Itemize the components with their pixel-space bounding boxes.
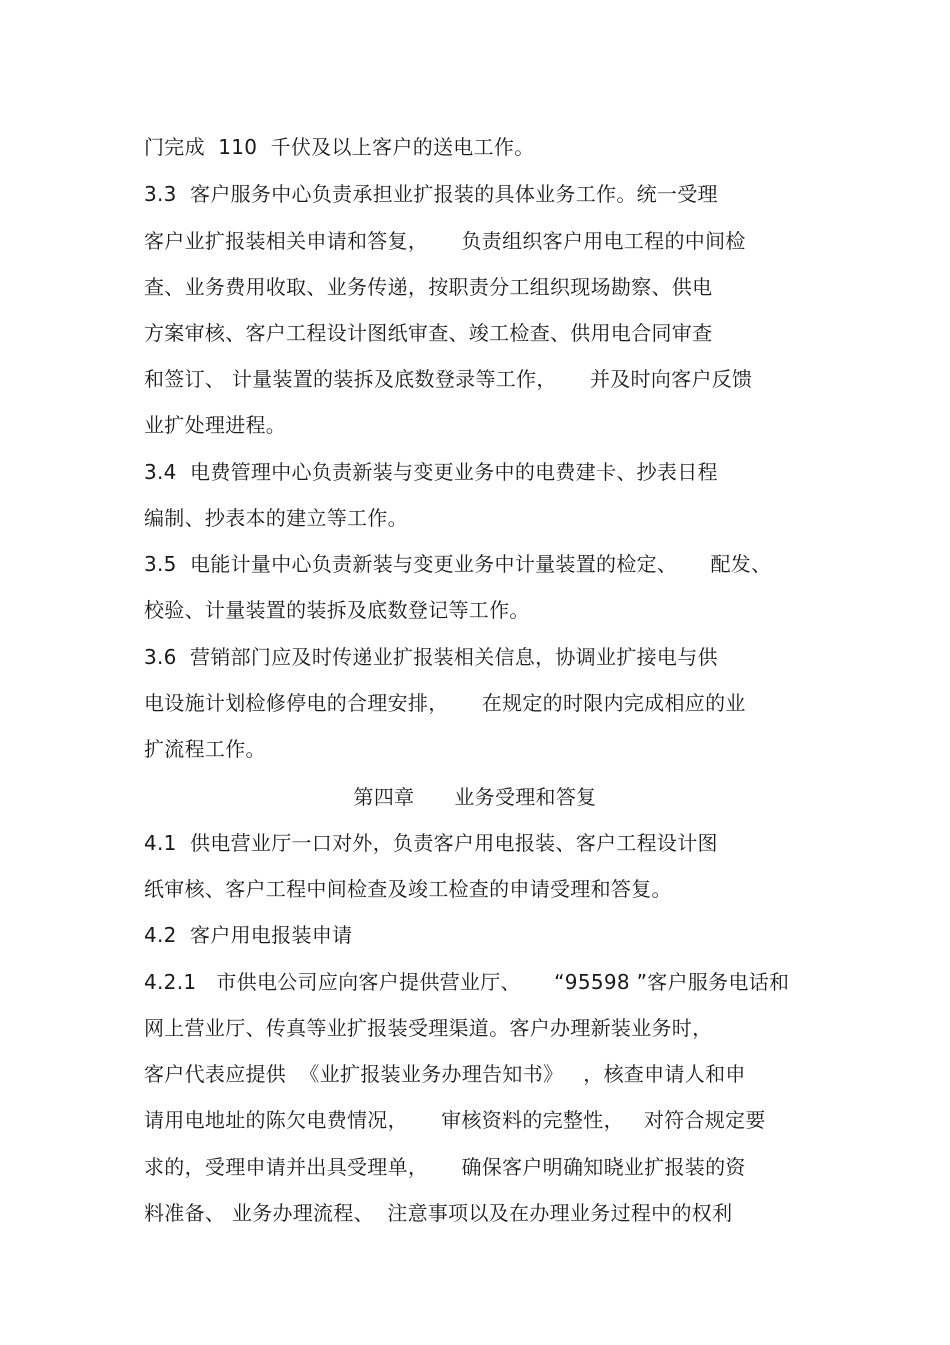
text-line: 3.5 电能计量中心负责新装与变更业务中计量装置的检定、 配发、 <box>144 552 772 576</box>
text-line: 4.2 客户用电报装申请 <box>144 923 353 947</box>
text-line: 4.2.1 市供电公司应向客户提供营业厅、 “95598 ”客户服务电话和 <box>144 970 790 994</box>
text-line: 求的，受理申请并出具受理单， 确保客户明确知晓业扩报装的资 <box>144 1155 746 1179</box>
text-line: 网上营业厅、传真等业扩报装受理渠道。客户办理新装业务时， <box>144 1016 713 1040</box>
text-line: 客户业扩报装相关申请和答复， 负责组织客户用电工程的中间检 <box>144 229 746 253</box>
text-line: 查、业务费用收取、业务传递，按职责分工组织现场勘察、供电 <box>144 275 713 299</box>
text-line: 门完成 110 千伏及以上客户的送电工作。 <box>144 135 535 159</box>
text-line: 3.4 电费管理中心负责新装与变更业务中的电费建卡、抄表日程 <box>144 460 718 484</box>
text-line: 业扩处理进程。 <box>144 413 287 437</box>
text-line: 和签订、 计量装置的装拆及底数登录等工作， 并及时向客户反馈 <box>144 367 753 391</box>
text-line: 扩流程工作。 <box>144 737 266 761</box>
text-line: 方案审核、客户工程设计图纸审查、竣工检查、供用电合同审查 <box>144 321 713 345</box>
text-line: 请用电地址的陈欠电费情况， 审核资料的完整性， 对符合规定要 <box>144 1108 766 1132</box>
text-line: 料准备、 业务办理流程、 注意事项以及在办理业务过程中的权利 <box>144 1201 733 1225</box>
text-line: 3.6 营销部门应及时传递业扩报装相关信息，协调业扩接电与供 <box>144 645 718 669</box>
chapter-heading: 第四章 业务受理和答复 <box>353 785 597 809</box>
text-line: 3.3 客户服务中心负责承担业扩报装的具体业务工作。统一受理 <box>144 182 718 206</box>
text-line: 客户代表应提供 《业扩报装业务办理告知书》 ，核查申请人和申 <box>144 1062 746 1086</box>
text-line: 编制、抄表本的建立等工作。 <box>144 506 408 530</box>
text-line: 纸审核、客户工程中间检查及竣工检查的申请受理和答复。 <box>144 877 672 901</box>
text-line: 4.1 供电营业厅一口对外，负责客户用电报装、客户工程设计图 <box>144 831 718 855</box>
text-line: 校验、计量装置的装拆及底数登记等工作。 <box>144 598 530 622</box>
text-line: 电设施计划检修停电的合理安排， 在规定的时限内完成相应的业 <box>144 691 746 715</box>
